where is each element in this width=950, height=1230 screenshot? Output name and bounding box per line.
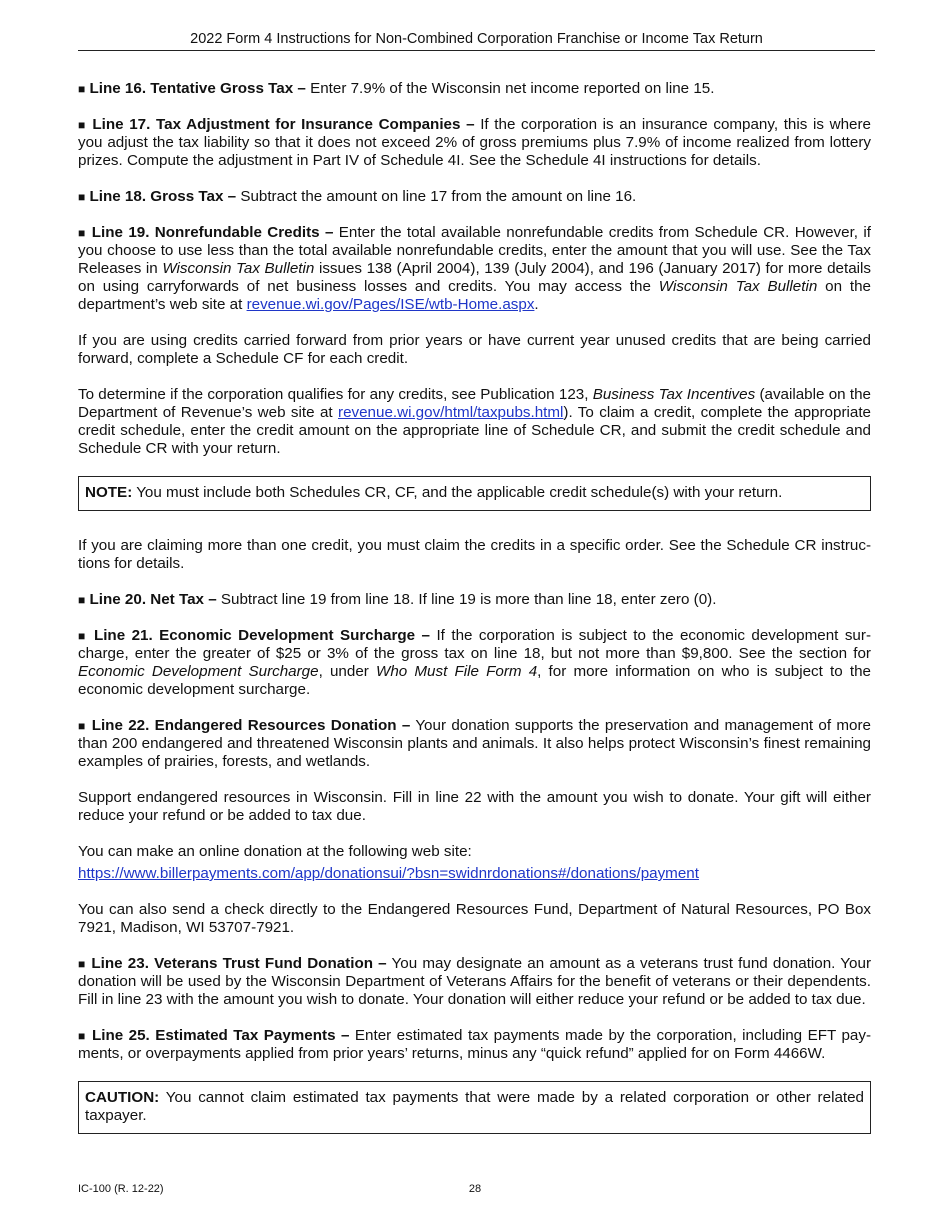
bullet-icon: ■ [78, 629, 88, 643]
check-paragraph: You can also send a check directly to the Endangered Resources Fund, Department of Natural Resources, PO Box 7921, Madison, WI 53707-7921. [78, 901, 871, 936]
line-25-label: Line 25. Estimated Tax Payments – [91, 1027, 350, 1044]
line-16-label: Line 16. Tentative Gross Tax – [89, 80, 306, 97]
page-header [78, 31, 875, 51]
line-16-text: Enter 7.9% of the Wisconsin net income reported on line 15. [305, 80, 715, 97]
line-17-text: If the corporation is an insurance company, this is where you adjust the tax liability so that it does not exceed 2% of gross premiums plus 7.9% of income realized from lottery prizes. Compute the adjustment in Part IV of Schedule 4I. See the Schedule 4I instructions for details. [78, 116, 871, 169]
line-25-text: Enter estimated tax payments made by the corporation, including EFT payments, or overpayments applied from prior years’ returns, minus any “quick refund” applied for on Form 4466W. [78, 1027, 872, 1062]
line-21-paragraph [78, 627, 871, 699]
page-header-title: 2022 Form 4 Instructions for Non-Combined Corporation Franchise or Income Tax Return [190, 31, 763, 47]
line-25-paragraph [78, 1027, 871, 1063]
instructions-body [78, 80, 871, 1160]
caution-label: CAUTION: [85, 1089, 160, 1106]
line-18-label: Line 18. Gross Tax – [89, 188, 237, 205]
qualify-text-b: (available on the Department of Revenue’s web site at [78, 386, 871, 421]
line-17-paragraph [78, 116, 871, 170]
note-text: You must include both Schedules CR, CF, and the applicable credit schedule(s) with your return. [132, 484, 783, 501]
footer-page-number: 28 [468, 1183, 482, 1195]
qualify-paragraph [78, 386, 871, 458]
line-22-paragraph [78, 717, 871, 771]
line-19-italic-a: Wisconsin Tax Bulletin [162, 260, 315, 277]
line-17-label: Line 17. Tax Adjustment for Insurance Companies – [92, 116, 475, 133]
line-23-paragraph [78, 955, 871, 1009]
taxpubs-link[interactable]: revenue.wi.gov/html/taxpubs.html [338, 404, 564, 421]
line-19-text-d: . [534, 296, 539, 313]
qualify-italic: Business Tax Incentives [592, 386, 756, 403]
online-donation-paragraph: You can make an online donation at the following web site: [78, 843, 472, 860]
line-20-paragraph [78, 591, 871, 609]
line-21-text-b: , under [318, 663, 376, 680]
qualify-text-a: To determine if the corporation qualifies for any credits, see Publication 123, [78, 386, 593, 403]
line-21-text-c: , for more information on who is subject to the economic development surcharge. [78, 663, 871, 698]
line-19-italic-b: Wisconsin Tax Bulletin [658, 278, 818, 295]
line-21-text-a: If the corporation is subject to the economic development surcharge, enter the greater of $25 or 3% of the gross tax on line 18, but not more than $9,800. See the section for [78, 627, 871, 662]
line-20-text: Subtract line 19 from line 18. If line 19 is more than line 18, enter zero (0). [216, 591, 717, 608]
caution-text: You cannot claim estimated tax payments that were made by a related corporation or other related taxpayer. [85, 1089, 864, 1124]
line-16-paragraph [78, 80, 871, 98]
bullet-icon: ■ [78, 593, 86, 607]
footer-form-id: IC-100 (R. 12-22) [78, 1183, 164, 1195]
line-19-paragraph [78, 224, 871, 314]
line-19-text-b: issues 138 (April 2004), 139 (July 2004), and 196 (January 2017) for more details on using carryforwards of net business losses and credits. You may access the [78, 260, 871, 295]
donation-link[interactable]: https://www.billerpayments.com/app/donationsui/?bsn=swidnrdonations#/donations/payment [78, 865, 699, 882]
credit-order-paragraph: If you are claiming more than one credit, you must claim the credits in a specific order. See the Schedule CR instructions for details. [78, 537, 871, 572]
qualify-text-c: ). To claim a credit, complete the appropriate credit schedule, enter the credit amount on the appropriate line of Schedule CR, and submit the credit schedule and Schedule CR with your return. [78, 404, 871, 457]
carryforward-paragraph: If you are using credits carried forward from prior years or have current year unused credits that are being carried forward, complete a Schedule CF for each credit. [78, 332, 871, 367]
support-paragraph: Support endangered resources in Wisconsin. Fill in line 22 with the amount you wish to donate. Your gift will either reduce your refund or be added to tax due. [78, 789, 871, 824]
line-19-text-c: on the department’s web site at [78, 278, 871, 313]
caution-box [78, 1081, 871, 1134]
line-19-label: Line 19. Nonrefundable Credits – [91, 224, 334, 241]
bullet-icon: ■ [78, 957, 87, 971]
bullet-icon: ■ [78, 719, 87, 733]
note-label: NOTE: [85, 484, 133, 501]
line-19-text-a: Enter the total available nonrefundable credits from Schedule CR. However, if you choose to use less than the total available nonrefundable credits, enter the amount that you will use. See the Tax Releases in [78, 224, 871, 277]
donation-link-paragraph [78, 865, 871, 883]
line-20-label: Line 20. Net Tax – [89, 591, 217, 608]
bullet-icon: ■ [78, 226, 87, 240]
line-18-text: Subtract the amount on line 17 from the amount on line 16. [236, 188, 637, 205]
line-18-paragraph [78, 188, 871, 206]
line-21-italic-a: Economic Development Surcharge [78, 663, 319, 680]
bullet-icon: ■ [78, 82, 86, 96]
bullet-icon: ■ [78, 118, 87, 132]
line-21-label: Line 21. Economic Development Surcharge – [93, 627, 431, 644]
bullet-icon: ■ [78, 190, 86, 204]
bullet-icon: ■ [78, 1029, 87, 1043]
note-box [78, 476, 871, 511]
line-23-label: Line 23. Veterans Trust Fund Donation – [91, 955, 387, 972]
wtb-home-link[interactable]: revenue.wi.gov/Pages/ISE/wtb-Home.aspx [246, 296, 535, 313]
line-21-italic-b: Who Must File Form 4 [376, 663, 538, 680]
line-22-label: Line 22. Endangered Resources Donation – [91, 717, 411, 734]
line-23-text: You may designate an amount as a veterans trust fund donation. Your donation will be used by the Wisconsin Department of Veterans Affairs for the benefit of veterans or their dependents. Fill in line 23 with the amount you wish to donate. Your donation will either reduce your refund or be added to tax due. [78, 955, 871, 1008]
line-22-text: Your donation supports the preservation and management of more than 200 endangered and threatened Wisconsin plants and animals. It also helps protect Wisconsin’s finest remaining examples of prairies, forests, and wetlands. [78, 717, 872, 770]
